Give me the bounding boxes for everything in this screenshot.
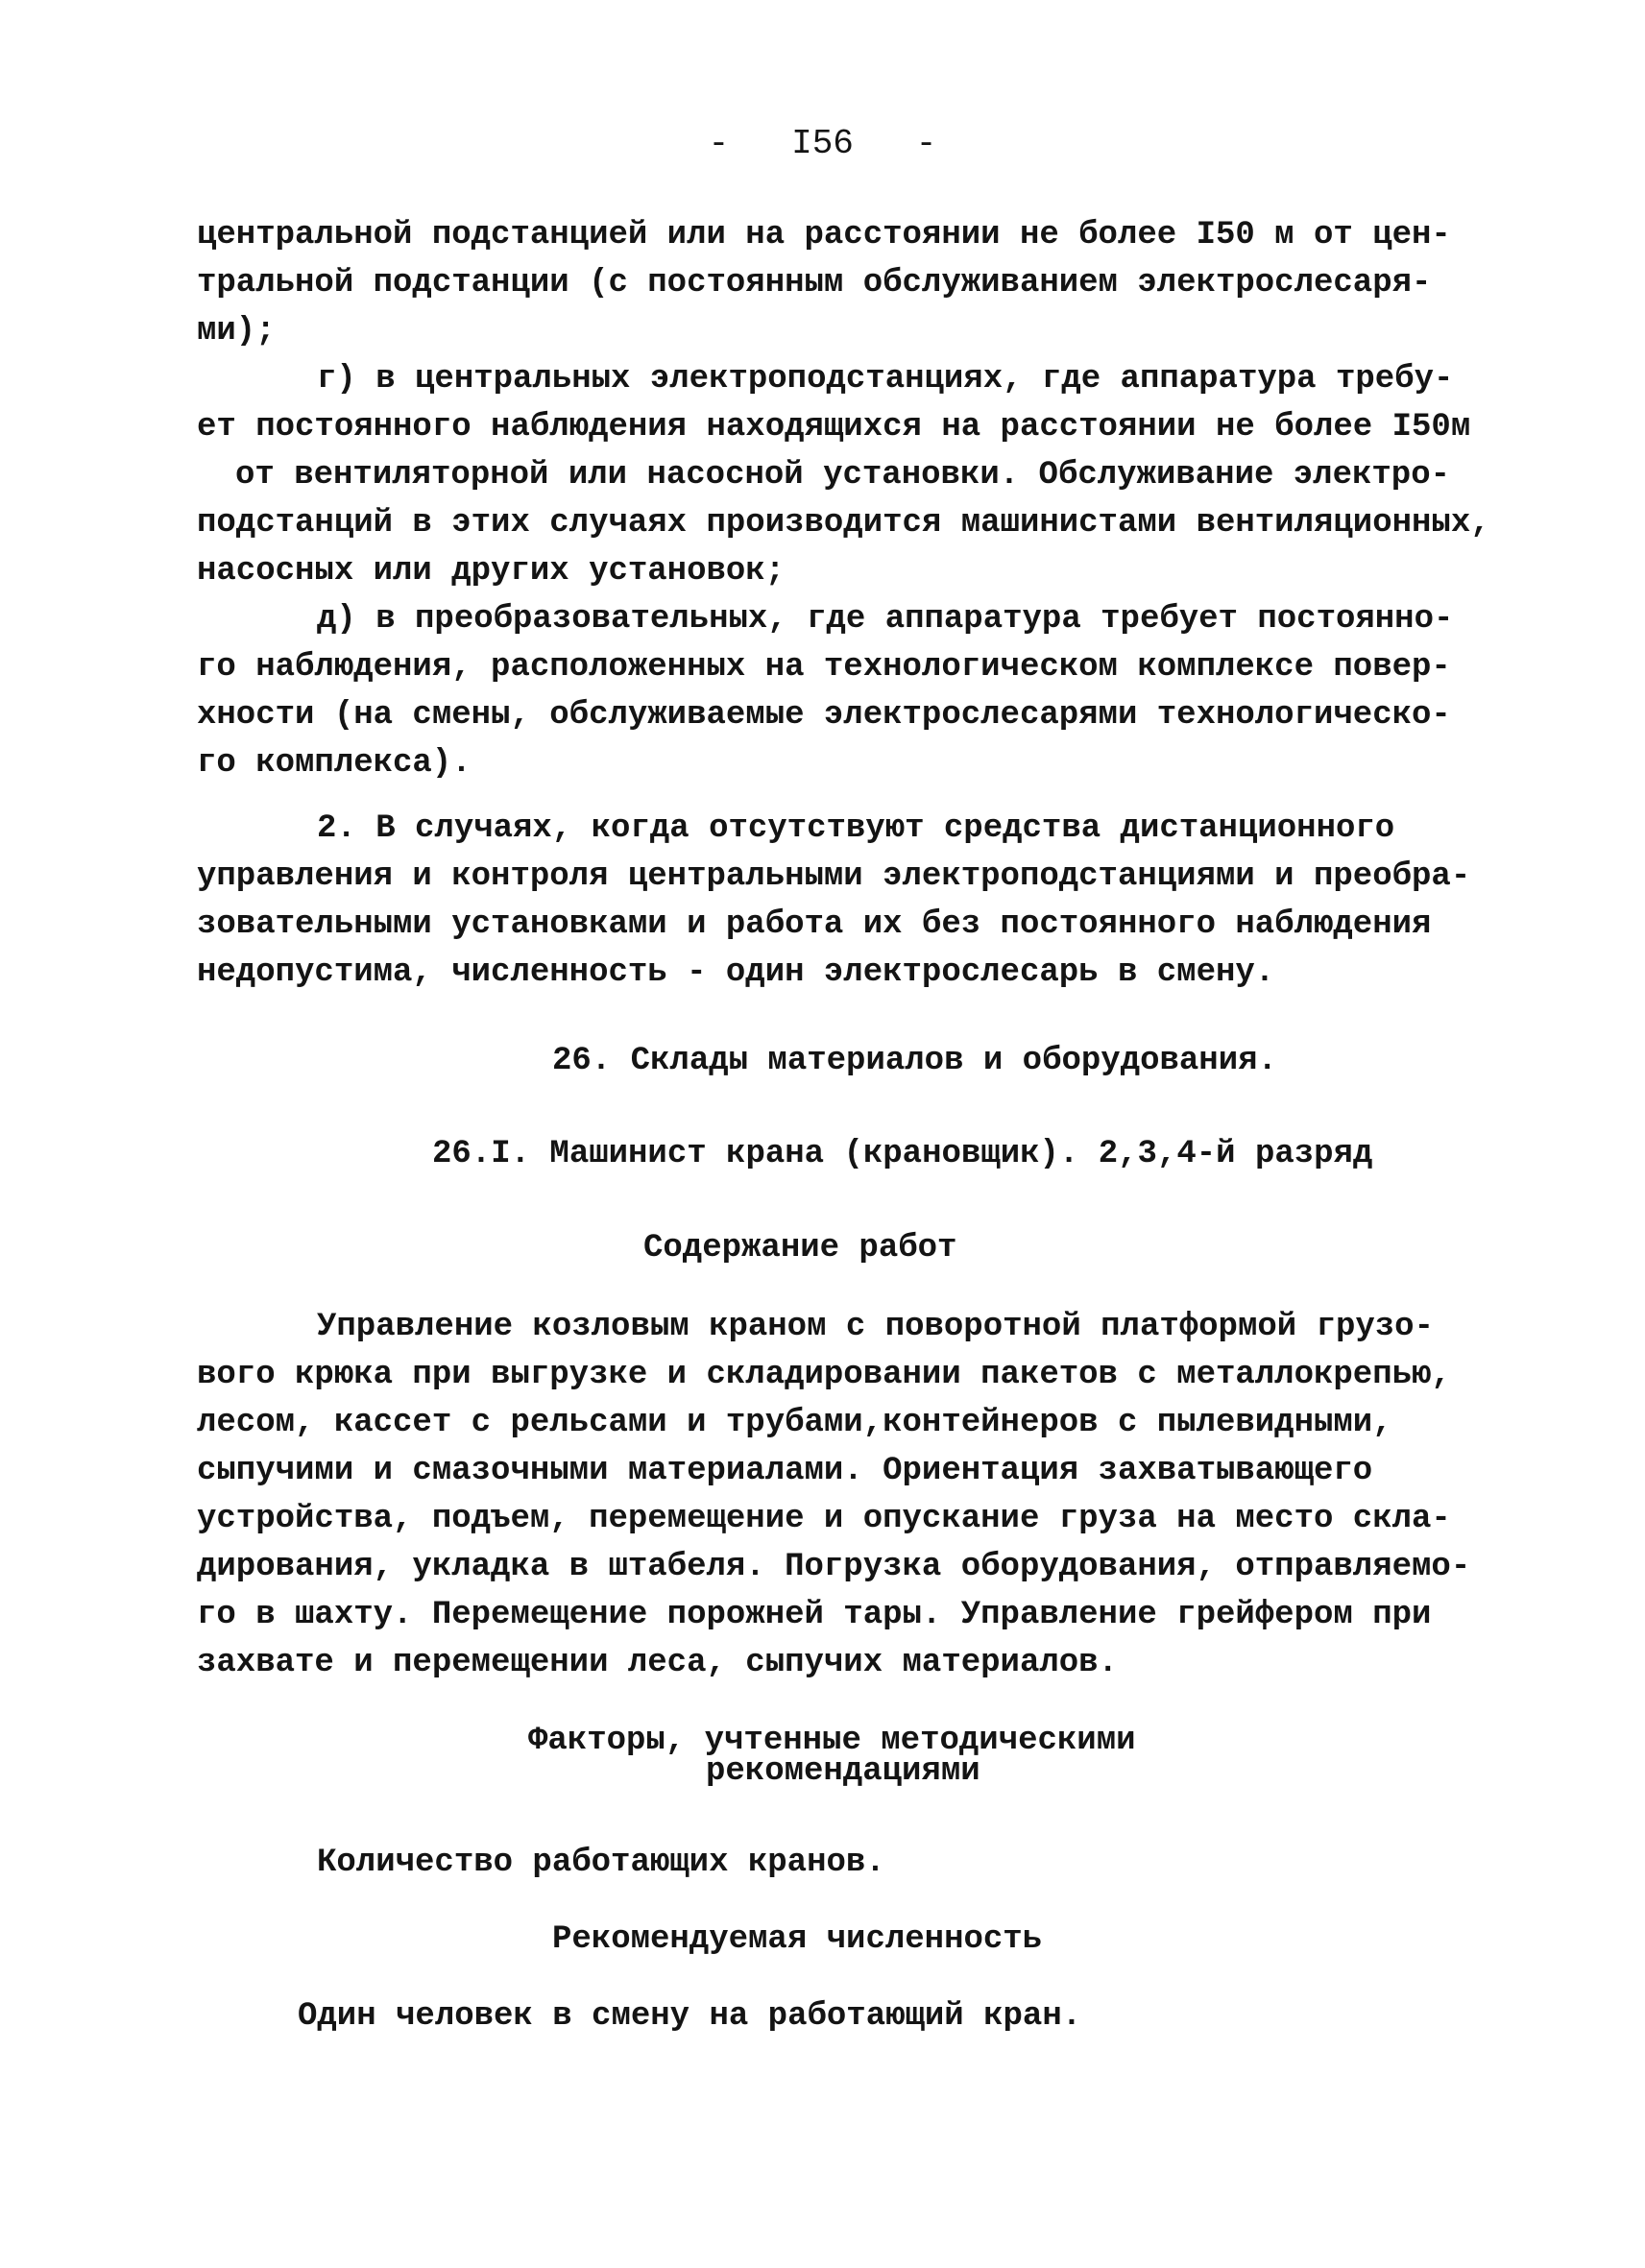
text-line: захвате и перемещении леса, сыпучих материалов. (197, 1645, 1118, 1681)
text-line: го комплекса). (197, 745, 472, 782)
text-line: ет постоянного наблюдения находящихся на расстоянии не более I50м (197, 409, 1471, 446)
text-line: центральной подстанцией или на расстоянии не более I50 м от цен- (197, 217, 1451, 253)
factors-heading-line: Факторы, учтенные методическими (528, 1723, 1136, 1759)
page-number: - I56 - (708, 124, 937, 163)
factors-heading-line: рекомендациями (706, 1753, 980, 1790)
text-line: насосных или других установок; (197, 553, 786, 590)
text-line: го наблюдения, расположенных на технологическом комплексе повер- (197, 649, 1451, 686)
subsection-title: 26.I. Машинист крана (крановщик). 2,3,4-й разряд (432, 1136, 1373, 1172)
text-line: сыпучими и смазочными материалами. Ориентация захватывающего (197, 1453, 1373, 1489)
text-line: подстанций в этих случаях производится машинистами вентиляционных, (197, 505, 1490, 542)
recommended-text: Один человек в смену на работающий кран. (298, 1998, 1082, 2035)
recommended-heading: Рекомендуемая численность (552, 1921, 1043, 1958)
content-heading: Содержание работ (643, 1230, 957, 1267)
text-line: го в шахту. Перемещение порожней тары. Управление грейфером при (197, 1597, 1432, 1633)
text-line: тральной подстанции (с постоянным обслуживанием электрослесаря- (197, 265, 1432, 302)
text-line: г) в центральных электроподстанциях, где аппаратура требу- (317, 361, 1454, 398)
text-line: вого крюка при выгрузке и складировании пакетов с металлокрепью, (197, 1357, 1451, 1393)
text-line: хности (на смены, обслуживаемые электрослесарями технологическо- (197, 697, 1451, 734)
section-title: 26. Склады материалов и оборудования. (552, 1043, 1277, 1079)
text-line: зовательными установками и работа их без постоянного наблюдения (197, 906, 1432, 943)
text-line: недопустима, численность - один электрослесарь в смену. (197, 954, 1275, 991)
text-line: д) в преобразовательных, где аппаратура требует постоянно- (317, 601, 1454, 638)
text-line: Управление козловым краном с поворотной платформой грузо- (317, 1309, 1434, 1345)
text-line: от вентиляторной или насосной установки. Обслуживание электро- (235, 457, 1451, 494)
text-line: лесом, кассет с рельсами и трубами,контейнеров с пылевидными, (197, 1405, 1392, 1441)
text-line: 2. В случаях, когда отсутствуют средства дистанционного (317, 810, 1395, 847)
text-line: управления и контроля центральными электроподстанциями и преобра- (197, 858, 1471, 895)
text-line: устройства, подъем, перемещение и опускание груза на место скла- (197, 1501, 1451, 1537)
text-line: ми); (197, 313, 276, 350)
factors-text: Количество работающих кранов. (317, 1845, 885, 1881)
text-line: дирования, укладка в штабеля. Погрузка оборудования, отправляемо- (197, 1549, 1471, 1585)
